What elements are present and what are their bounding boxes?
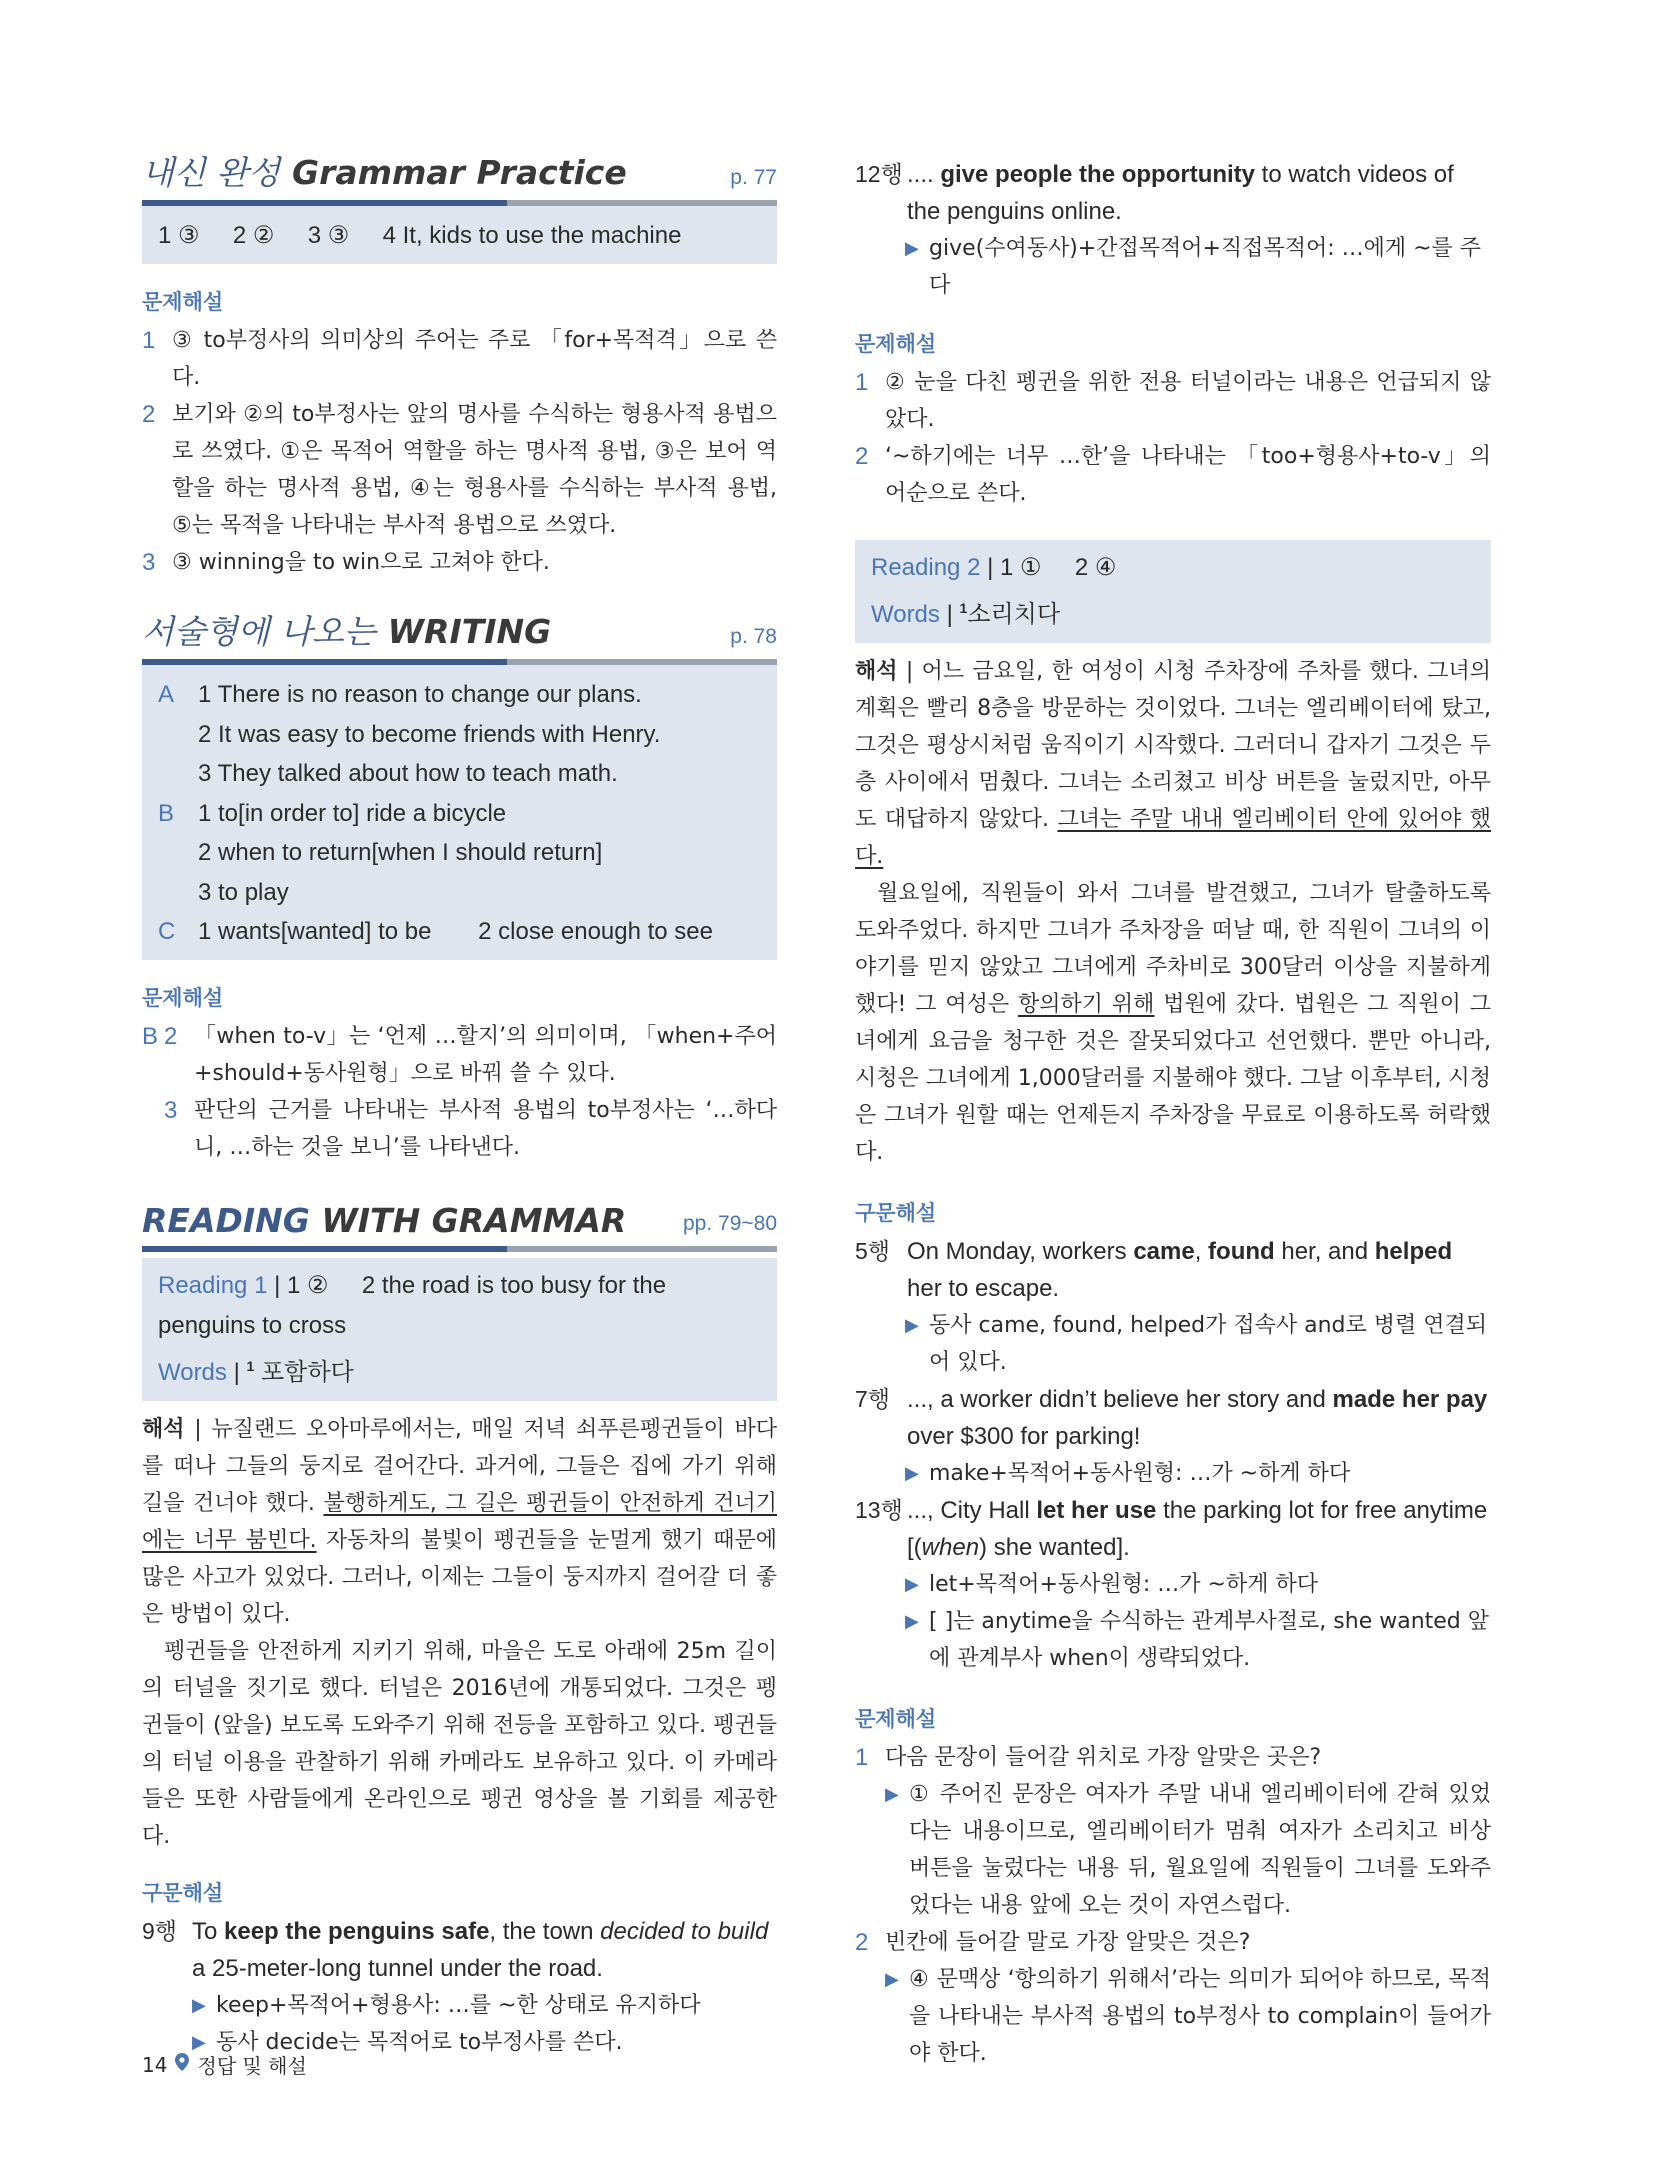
sub-heading: 구문해설 [855,1201,937,1225]
grammar-note [855,1603,1491,1677]
translation-text: | 뉴질랜드 오아마루에서는, 매일 저녁 쇠푸른펭귄들이 바다를 떠나 그들의 둥지로 걸어간다. 과거에, 그들은 집에 가기 위해 길을 건너야 했다. [142,1416,777,1516]
grammar-line [855,1492,1491,1566]
title-korean: 서술형에 나오는 [142,612,376,651]
note-text: keep+목적어+형용사: …를 ~한 상태로 유지하다 [216,1992,701,2018]
section-title [142,606,551,653]
row-label [158,873,198,913]
explanation-item [142,544,777,581]
explanation-item [142,322,777,396]
line-ref: 7행 [855,1386,891,1412]
sentence-text: to watch videos of the penguins online. [907,161,1454,225]
sentence-text: , [1194,1238,1209,1265]
note-text: ① 주어진 문장은 여자가 주말 내내 엘리베이터에 갇혀 있었다는 내용이므로, 엘리베이터가 멈춰 여자가 소리치고 비상 버튼을 눌렀다는 내용 뒤, 월요일에 직원들이 그녀를 도와주었다는 내용 앞에 오는 것이 자연스럽다. [909,1782,1491,1918]
triangle-bullet-icon: ▶ [905,1315,919,1336]
sentence-text: , the town [489,1917,601,1945]
header-rule [142,659,777,665]
row-text: 1 There is no reason to change our plans. [198,681,642,708]
row-text: 3 to play [198,878,289,906]
question-item [855,1739,1491,1776]
item-text: ② 눈을 다친 펭귄을 위한 전용 터널이라는 내용은 언급되지 않았다. [885,370,1491,432]
item-number: 2 [855,443,869,470]
writing-header [142,609,777,659]
explanation-item [142,1018,777,1092]
footer-label: 정답 및 해설 [197,2054,307,2078]
answers: 1 ③ 2 ② 3 ③ 4 It, kids to use the machine [158,222,682,249]
item-section-label: B [142,1022,159,1050]
translation-paragraph [142,1411,777,1633]
item-number: 1 [855,1744,869,1771]
grammar-note [855,1455,1491,1492]
translation-text: 자동차의 불빛이 펭귄들을 눈멀게 했기 때문에 많은 사고가 있었다. 그러나, 이제는 그들이 둥지까지 걸어갈 더 좋은 방법이 있다. [142,1527,777,1627]
note-text: give(수여동사)+간접목적어+직접목적어: …에게 ~를 주다 [929,236,1482,298]
item-number: 1 [142,327,156,354]
reading-with-grammar-header [142,1196,777,1246]
grammar-practice-header [142,150,777,200]
sentence-text: her, and [1274,1238,1375,1265]
bold-text: let her use [1036,1497,1157,1524]
grammar-line [855,156,1491,230]
triangle-bullet-icon: ▶ [885,1969,899,1990]
row-label [158,715,198,755]
grammar-note [142,1987,777,2024]
item-text: 보기와 ②의 to부정사는 앞의 명사를 수식하는 형용사적 용법으로 쓰였다. ①은 목적어 역할을 하는 명사적 용법, ③은 보어 역할을 하는 명사적 용법, ④는 형용사를 수식하는 부사적 용법, ⑤는 목적을 나타내는 부사적 용법으로 쓰였다. [172,402,777,538]
bold-text: helped [1374,1238,1453,1265]
sentence-text: On Monday, workers [907,1238,1134,1265]
underlined-text: 항의하기 위해 [1018,992,1155,1017]
question-text: 빈칸에 들어갈 말로 가장 알맞은 것은? [885,1930,1251,1955]
triangle-bullet-icon: ▶ [192,1994,206,2016]
answer-note [855,1961,1491,2072]
note-text: 동사 came, found, helped가 접속사 and로 병렬 연결되어 있다. [929,1313,1488,1375]
row-text: 1 wants[wanted] to be 2 close enough to see [198,918,714,945]
row-text: 2 when to return[when I should return] [198,839,603,866]
sentence-text: ) she wanted]. [979,1534,1130,1561]
grammar-note [855,1566,1491,1603]
line-ref: 5행 [855,1238,891,1264]
triangle-bullet-icon: ▶ [905,1463,919,1484]
note-text: make+목적어+동사원형: …가 ~하게 하다 [929,1461,1351,1486]
sentence-text: .... [907,161,941,188]
triangle-bullet-icon: ▶ [905,1611,919,1632]
translation-text: | 어느 금요일, 한 여성이 시청 주차장에 주차를 했다. 그녀의 계획은 빨리 8층을 방문하는 것이었다. 그녀는 엘리베이터에 탔고, 그것은 평상시처럼 움직이기 시작했다. 그러더니 갑자기 그것은 두 층 사이에서 멈췄다. 그녀는 소리쳤고 비상 버튼을 눌렀지만, 아무도 대답하지 않았다. [855,659,1491,832]
row-label [158,754,198,794]
title-korean: 내신 완성 [142,153,281,192]
reading-answer-box [142,1258,777,1401]
right-column [855,156,1491,2072]
answer-row [158,754,761,794]
sub-heading: 구문해설 [142,1880,224,1905]
answer-box [142,665,777,960]
words-line: Words | $^1$소리치다 [871,600,1061,628]
item-number: 2 [142,401,156,428]
row-text: 2 It was easy to become friends with Henry. [198,720,661,748]
row-label: B [158,799,175,827]
item-text: ③ winning을 to win으로 고쳐야 한다. [172,550,550,575]
row-text: 1 to[in order to] ride a bicycle [198,799,507,827]
grammar-note [855,230,1491,304]
triangle-bullet-icon: ▶ [192,2031,206,2053]
triangle-bullet-icon: ▶ [885,1784,899,1805]
answer-row [158,794,761,834]
row-text: 3 They talked about how to teach math. [198,760,618,787]
bold-text: keep the penguins safe [224,1917,490,1945]
row-label: C [158,918,176,945]
row-label: A [158,681,175,708]
left-column [142,150,777,2061]
explanation-item [855,438,1491,512]
explanation-item [142,396,777,544]
line-ref: 12행 [855,161,903,187]
section-title [142,1201,626,1240]
grammar-line [855,1233,1491,1307]
line-ref: 9행 [142,1917,178,1944]
item-number: 2 [164,1022,178,1050]
translation-paragraph: 펭귄들을 안전하게 지키기 위해, 마을은 도로 아래에 25m 길이의 터널을 짓기로 했다. 터널은 2016년에 개통되었다. 그것은 펭귄들이 (앞을) 보도록 도와주기 위해 전등을 포함하고 있다. 펭귄들의 터널 이용을 관찰하기 위해 카메라도 보유하고 있다. 이 카메라들은 또한 사람들에게 온라인으로 펭귄 영상을 볼 기회를 제공한다. [142,1638,777,1849]
reading-label: Reading 2 [871,554,981,581]
sentence-text: over $300 for parking! [907,1423,1141,1450]
title-english: WRITING [387,612,552,651]
underlined-text: 불행하게도, 그 길은 펭귄들이 안전하게 건너기에는 너무 붐빈다. [142,1490,777,1553]
italic-text: decided to build [600,1917,769,1945]
sub-heading: 문제해설 [855,332,937,356]
item-text: 판단의 근거를 나타내는 부사적 용법의 to부정사는 ‘…하다니, …하는 것을 보니’를 나타낸다. [194,1097,777,1160]
explanation-item [855,364,1491,438]
words-line: Words | $^1$ 포함하다 [158,1357,354,1386]
answer-row [158,833,761,873]
reading-label: Reading 1 [158,1271,268,1299]
page-reference: p. 78 [730,625,777,648]
header-rule [142,1246,777,1252]
page-number: 14 [142,2052,168,2077]
words-text: 포함하다 [260,1358,354,1386]
sub-heading: 문제해설 [142,290,224,314]
note-text: [ ]는 anytime을 수식하는 관계부사절로, she wanted 앞에 관계부사 when이 생략되었다. [929,1609,1490,1671]
grammar-line [855,1381,1491,1455]
sentence-text: To [192,1917,225,1945]
line-ref: 13행 [855,1497,903,1523]
sentence-text: her to escape. [907,1275,1060,1302]
answer-row [158,715,761,755]
item-number: 3 [164,1096,178,1124]
item-number: 2 [855,1929,869,1956]
note-text: 동사 decide는 목적어로 to부정사를 쓴다. [216,2029,623,2055]
underlined-text: 그녀는 주말 내내 엘리베이터 안에 있어야 했다. [855,807,1491,869]
grammar-line [142,1913,777,1987]
answer-row [158,873,761,913]
explanation-item [142,1092,777,1166]
answer-row [158,912,761,952]
location-pin-icon [175,2052,189,2077]
item-text: ③ to부정사의 의미상의 주어는 주로 「for+목적격」으로 쓴다. [172,328,777,390]
words-label: Words [871,601,940,628]
sub-heading: 문제해설 [142,985,224,1010]
bold-text: found [1208,1238,1275,1265]
title-with-grammar: WITH GRAMMAR [321,1200,627,1240]
item-text: 「when to-v」는 ‘언제 …할지’의 의미이며, 「when+주어+should+동사원형」으로 바꿔 쓸 수 있다. [194,1023,777,1086]
bold-text: give people the opportunity [940,161,1256,188]
reading-answer-text: | 1 ① 2 ④ [987,554,1117,581]
words-text: 소리치다 [967,601,1061,628]
italic-text: when [921,1534,980,1561]
item-text: ‘~하기에는 너무 …한’을 나타내는 「too+형용사+to-v」의 어순으로 쓴다. [885,444,1491,506]
question-text: 다음 문장이 들어갈 위치로 가장 알맞은 곳은? [885,1745,1322,1770]
reading-answer-text: | 1 ② 2 the road is too busy for the penguins to cross [158,1271,673,1339]
translation-text: 법원에 갔다. 법원은 그 직원이 그녀에게 요금을 청구한 것은 잘못되었다고 선언했다. 뿐만 아니라, 시청은 그녀에게 1,000달러를 지불해야 했다. 그날 이후부터, 시청은 그녀가 원할 때는 언제든지 주차장을 무료로 이용하도록 허락했다. [855,992,1491,1165]
note-text: ④ 문맥상 ‘항의하기 위해서’라는 의미가 되어야 하므로, 목적을 나타내는 부사적 용법의 to부정사 to complain이 들어가야 한다. [909,1967,1491,2066]
answer-row [158,675,761,715]
sentence-text: ..., a worker didn’t believe her story and [907,1386,1333,1413]
bold-text: made her pay [1332,1386,1488,1413]
header-rule [142,200,777,206]
reading-answers [158,1266,761,1346]
item-number: 3 [142,549,156,576]
translation-text: 월요일에, 직원들이 와서 그녀를 발견했고, 그녀가 탈출하도록 도와주었다. 하지만 그녀가 주차장을 떠날 때, 한 직원이 그녀의 이야기를 믿지 않았고 그녀에게 주차비로 300달러 이상을 지불하게 했다! 그 여성은 [855,881,1491,1017]
answer-box [142,206,777,264]
page-reference: p. 77 [730,166,777,189]
triangle-bullet-icon: ▶ [905,238,919,259]
translation-label: 해석 [855,659,898,684]
title-reading: READING [142,1200,310,1240]
reading-answer-box [855,540,1491,643]
section-title [142,147,627,194]
words-label: Words [158,1358,227,1386]
answer-note [855,1776,1491,1924]
question-item [855,1924,1491,1961]
triangle-bullet-icon: ▶ [905,1574,919,1595]
note-text: let+목적어+동사원형: …가 ~하게 하다 [929,1572,1318,1597]
translation-paragraph [855,875,1491,1171]
title-english: Grammar Practice [292,153,627,192]
translation-paragraph [855,653,1491,875]
words-number: 1 [959,600,968,616]
sentence-text: the parking lot for free anytime [( [907,1497,1488,1561]
page-footer [142,2050,307,2079]
page-reference: pp. 79~80 [682,1211,777,1235]
reading-answers [871,548,1475,588]
translation-label: 해석 [142,1416,185,1442]
sentence-text: ..., City Hall [907,1497,1037,1524]
grammar-note [855,1307,1491,1381]
bold-text: came [1133,1238,1195,1265]
words-number: 1 [246,1357,255,1374]
row-label [158,833,198,873]
sentence-text: a 25-meter-long tunnel under the road. [192,1954,603,1982]
item-number: 1 [855,369,869,396]
sub-heading: 문제해설 [855,1707,937,1731]
